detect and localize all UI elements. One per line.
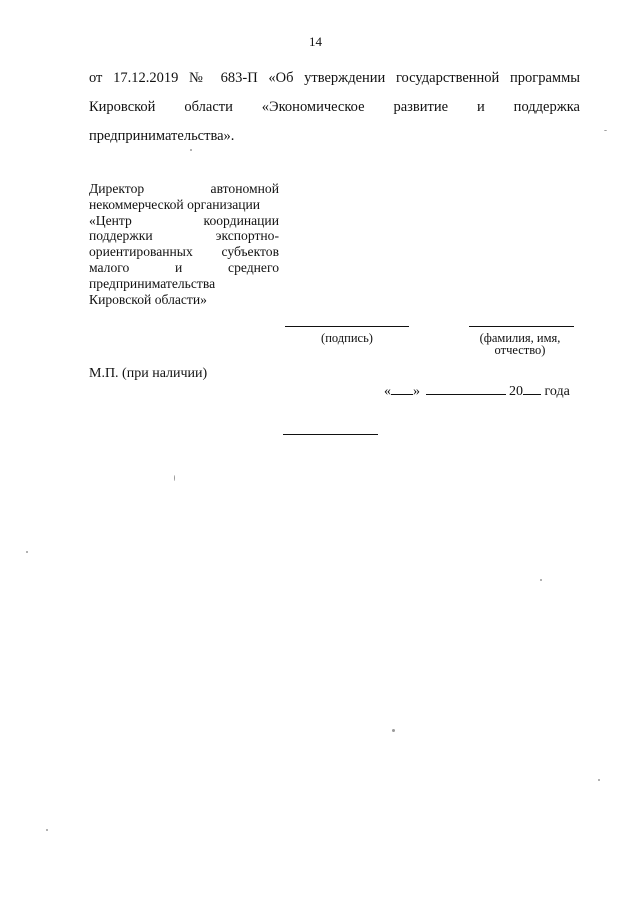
- stamp-note: М.П. (при наличии): [89, 366, 208, 381]
- scan-speck: [392, 729, 395, 732]
- page-number: 14: [309, 34, 322, 49]
- scan-speck: [604, 130, 607, 131]
- director-line: Директор автономной: [89, 181, 279, 196]
- signature-line: [285, 326, 409, 327]
- date-suffix: года: [544, 384, 570, 399]
- scan-speck: [46, 829, 48, 831]
- director-line: поддержки экспортно-: [89, 228, 279, 244]
- full-name-caption-line-1: (фамилия, имя,: [479, 331, 561, 345]
- scan-speck: [26, 551, 28, 553]
- month-blank: [426, 382, 506, 395]
- director-line: ориентированных субъектов: [89, 244, 279, 260]
- day-blank: [391, 382, 413, 395]
- date-open-quote: «: [384, 384, 391, 399]
- intro-line-3: предпринимательства».: [89, 128, 235, 144]
- date-close-quote: »: [413, 384, 420, 399]
- intro-line-1: от 17.12.2019 № 683-П «Об утверждении государственной программы: [89, 70, 580, 86]
- year-blank: [523, 382, 541, 395]
- scan-speck: [190, 149, 192, 151]
- full-name-caption: [460, 332, 580, 356]
- director-line: «Центр координации: [89, 212, 279, 228]
- director-line: предпринимательства: [89, 275, 216, 291]
- director-line: Кировской области»: [89, 291, 207, 307]
- date-line: [384, 382, 584, 400]
- scan-speck: [174, 475, 175, 481]
- signature-caption: (подпись): [321, 331, 373, 345]
- director-line: малого и среднего: [89, 259, 279, 275]
- director-line: некоммерческой организации: [89, 196, 261, 212]
- full-name-caption-line-2: отчество): [494, 343, 546, 357]
- year-prefix: 20: [509, 384, 523, 399]
- section-divider: [283, 434, 378, 435]
- intro-line-2: Кировской области «Экономическое развитие и поддержка: [89, 99, 580, 115]
- full-name-line: [469, 326, 574, 327]
- scan-speck: [540, 579, 542, 581]
- scan-speck: [598, 779, 600, 781]
- director-block: [89, 181, 279, 307]
